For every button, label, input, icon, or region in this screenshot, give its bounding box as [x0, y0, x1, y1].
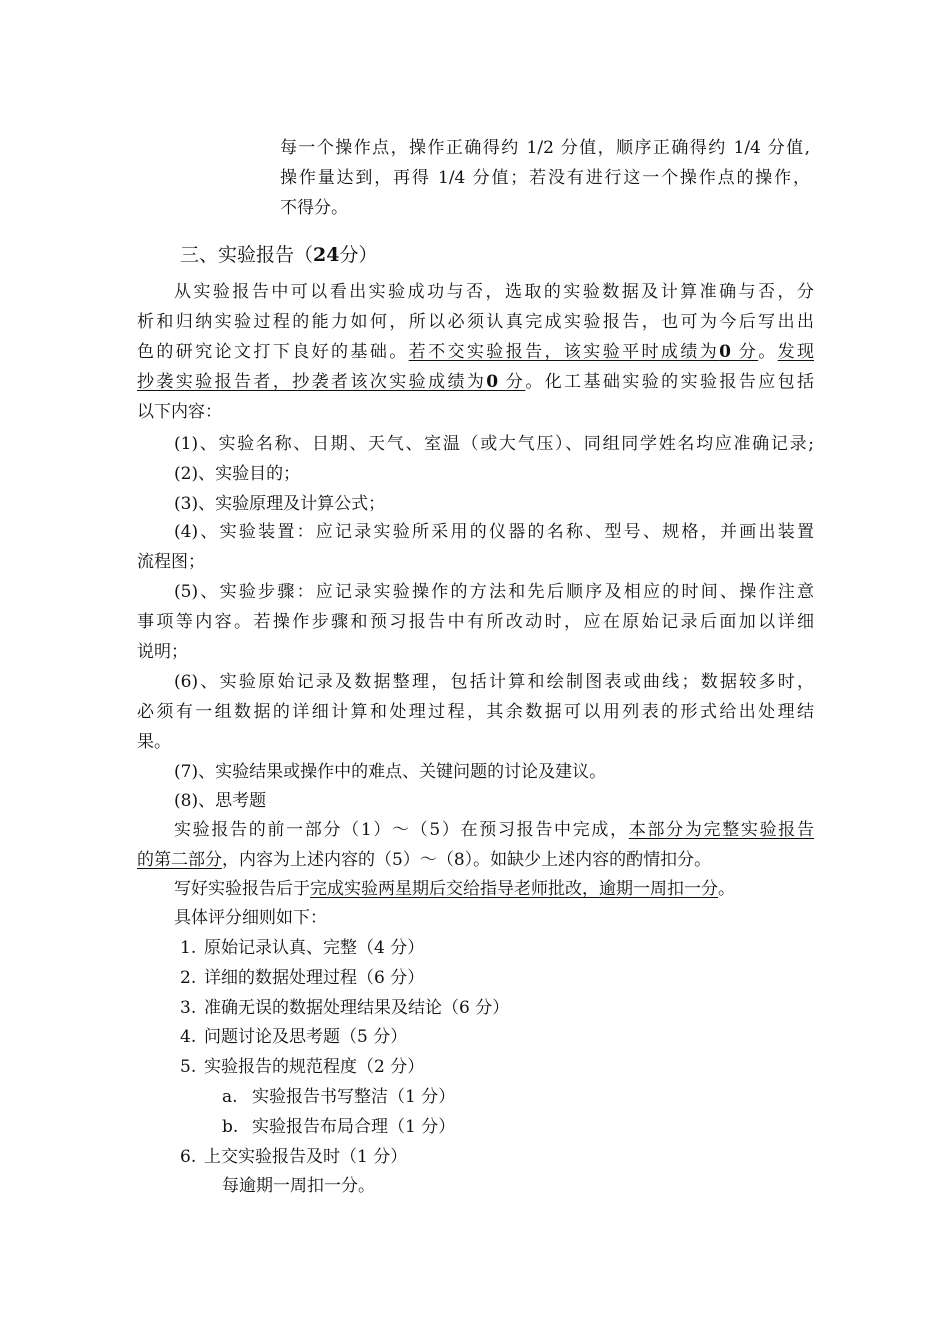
scoring-item-5a: a. 实验报告书写整洁（1 分） — [222, 1087, 456, 1107]
scoring-item-2: 2. 详细的数据处理过程（6 分） — [180, 968, 425, 988]
intro-line-5: 以下内容： — [137, 402, 222, 422]
scoring-item-4: 4. 问题讨论及思考题（5 分） — [180, 1027, 408, 1047]
content-item-7: (7)、实验结果或操作中的难点、关键问题的讨论及建议。 — [174, 762, 607, 782]
scoring-item-6-note: 每逾期一周扣一分。 — [222, 1176, 375, 1196]
scoring-item-5b: b. 实验报告布局合理（1 分） — [222, 1117, 456, 1137]
note-line-4: 具体评分细则如下： — [174, 908, 327, 928]
note-line-1: 实验报告的前一部分（1）～（5）在预习报告中完成，本部分为完整实验报告 — [174, 820, 814, 840]
scoring-item-3: 3. 准确无误的数据处理结果及结论（6 分） — [180, 998, 510, 1018]
content-item-4-line-1: (4)、实验装置：应记录实验所采用的仪器的名称、型号、规格，并画出装置 — [174, 522, 814, 542]
content-item-5-line-3: 说明； — [137, 642, 188, 662]
scoring-item-6: 6. 上交实验报告及时（1 分） — [180, 1147, 408, 1167]
op-note-line-2: 操作量达到，再得 1/4 分值；若没有进行这一个操作点的操作， — [280, 168, 810, 188]
intro-line-2: 析和归纳实验过程的能力如何，所以必须认真完成实验报告，也可为今后写出出 — [137, 312, 814, 332]
op-note-line-3: 不得分。 — [280, 198, 348, 218]
scoring-item-5: 5. 实验报告的规范程度（2 分） — [180, 1057, 425, 1077]
note-line-3: 写好实验报告后于完成实验两星期后交给指导老师批改，逾期一周扣一分。 — [174, 879, 735, 899]
op-note-line-1: 每一个操作点，操作正确得约 1/2 分值，顺序正确得约 1/4 分值, — [280, 138, 810, 158]
plagiarism-zero-score: 抄袭实验报告者，抄袭者该次实验成绩为0 分 — [137, 372, 526, 392]
content-item-5-line-2: 事项等内容。若操作步骤和预习报告中有所改动时，应在原始记录后面加以详细 — [137, 612, 814, 632]
scoring-item-1: 1. 原始记录认真、完整（4 分） — [180, 938, 425, 958]
content-item-6-line-2: 必须有一组数据的详细计算和处理过程，其余数据可以用列表的形式给出处理结 — [137, 702, 814, 722]
content-item-5-line-1: (5)、实验步骤：应记录实验操作的方法和先后顺序及相应的时间、操作注意 — [174, 582, 814, 602]
content-item-2: (2)、实验目的； — [174, 464, 301, 484]
content-item-6-line-1: (6)、实验原始记录及数据整理，包括计算和绘制图表或曲线；数据较多时， — [174, 672, 814, 692]
content-item-6-line-3: 果。 — [137, 732, 171, 752]
content-item-1: (1)、实验名称、日期、天气、室温（或大气压）、同组同学姓名均应准确记录; — [174, 434, 814, 454]
content-item-8: (8)、思考题 — [174, 791, 267, 811]
intro-line-3: 色的研究论文打下良好的基础。若不交实验报告，该实验平时成绩为0 分。发现 — [137, 342, 815, 362]
section-title: 三、实验报告（24分） — [180, 244, 378, 266]
note-line-2: 的第二部分，内容为上述内容的（5）～（8）。如缺少上述内容的酌情扣分。 — [137, 850, 712, 870]
intro-line-4: 抄袭实验报告者，抄袭者该次实验成绩为0 分。化工基础实验的实验报告应包括 — [137, 372, 815, 392]
content-item-4-line-2: 流程图； — [137, 552, 205, 572]
intro-line-1: 从实验报告中可以看出实验成功与否，选取的实验数据及计算准确与否，分 — [174, 282, 814, 302]
content-item-3: (3)、实验原理及计算公式； — [174, 494, 386, 514]
no-report-zero-score: 若不交实验报告，该实验平时成绩为0 分 — [408, 342, 759, 362]
